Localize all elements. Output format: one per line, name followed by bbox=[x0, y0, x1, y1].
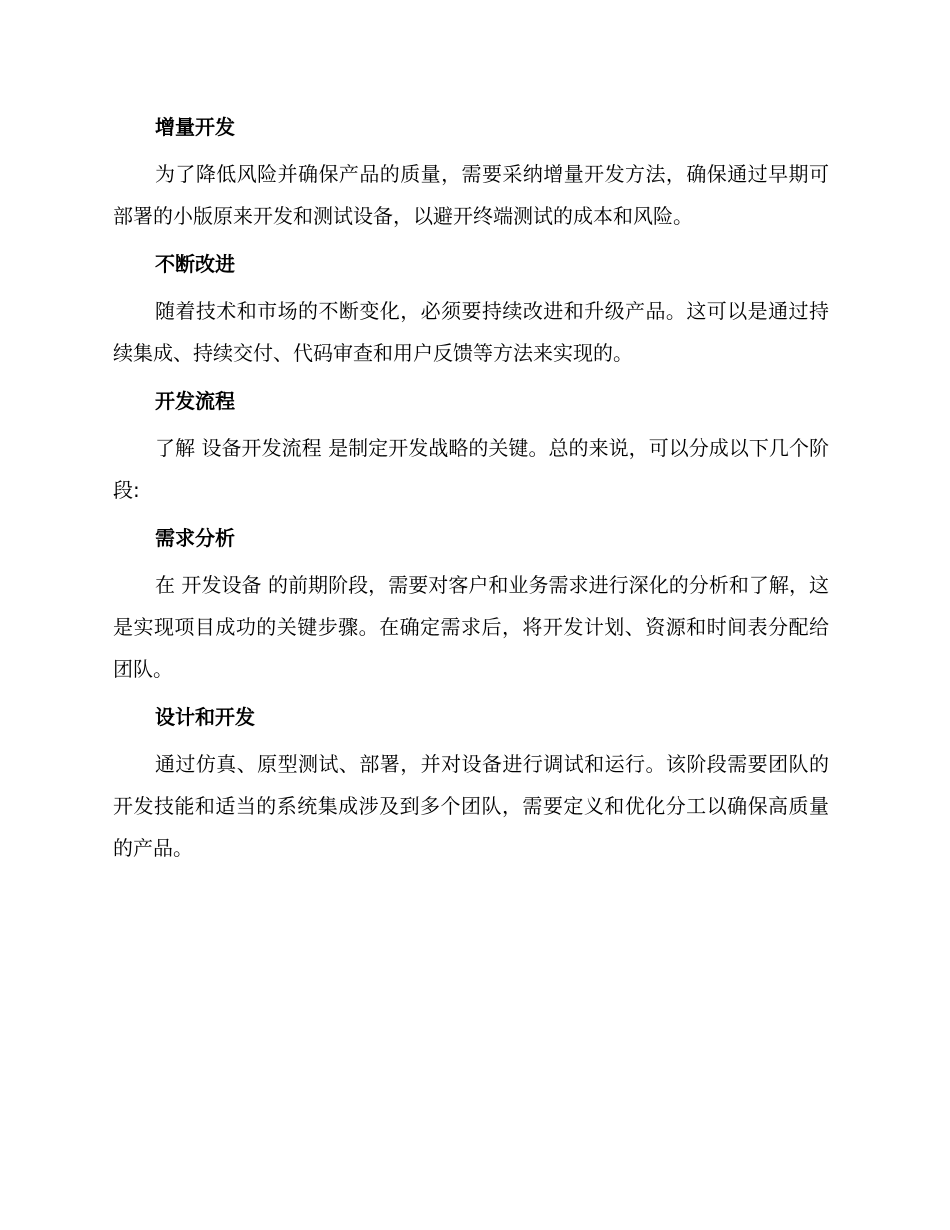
document-body bbox=[113, 108, 829, 869]
section-requirements-analysis bbox=[113, 519, 829, 690]
section-development-process bbox=[113, 382, 829, 511]
section-heading: 开发流程 bbox=[155, 389, 235, 413]
section-paragraph: 了解 设备开发流程 是制定开发战略的关键。总的来说，可以分成以下几个阶段: bbox=[113, 436, 829, 502]
section-paragraph: 在 开发设备 的前期阶段，需要对客户和业务需求进行深化的分析和了解，这是实现项目成功的关键步骤。在确定需求后，将开发计划、资源和时间表分配给团队。 bbox=[113, 573, 829, 681]
section-incremental-development bbox=[113, 108, 829, 237]
section-heading: 增量开发 bbox=[155, 115, 235, 139]
section-design-and-development bbox=[113, 698, 829, 869]
section-paragraph: 通过仿真、原型测试、部署，并对设备进行调试和运行。该阶段需要团队的开发技能和适当的系统集成涉及到多个团队，需要定义和优化分工以确保高质量的产品。 bbox=[113, 752, 829, 860]
section-heading: 需求分析 bbox=[155, 526, 235, 550]
section-continuous-improvement bbox=[113, 245, 829, 374]
section-heading: 设计和开发 bbox=[155, 705, 255, 729]
section-heading: 不断改进 bbox=[155, 252, 235, 276]
section-paragraph: 随着技术和市场的不断变化，必须要持续改进和升级产品。这可以是通过持续集成、持续交付、代码审查和用户反馈等方法来实现的。 bbox=[113, 299, 829, 365]
section-paragraph: 为了降低风险并确保产品的质量，需要采纳增量开发方法，确保通过早期可部署的小版原来开发和测试设备，以避开终端测试的成本和风险。 bbox=[113, 162, 829, 228]
